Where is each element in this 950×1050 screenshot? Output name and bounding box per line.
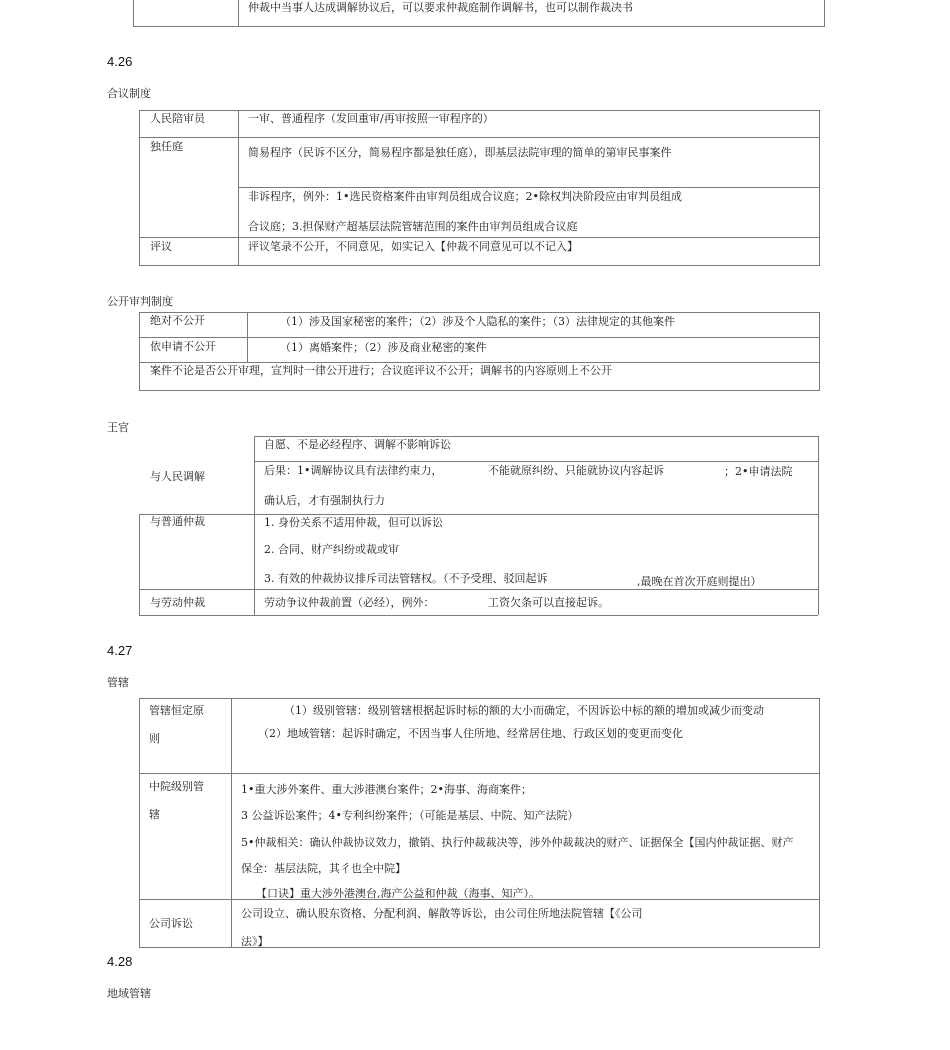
section-heading-4-27: 4.27 bbox=[107, 643, 133, 658]
wangguan-row-sep bbox=[139, 589, 818, 590]
wangguan-title: 王官 bbox=[107, 421, 129, 434]
wangguan-left-border bbox=[139, 514, 140, 615]
top-table-divider bbox=[238, 0, 239, 26]
collegial-row-sep bbox=[238, 187, 820, 188]
wangguan-right-border bbox=[818, 436, 819, 615]
public-trial-label-request: 依申请不公开 bbox=[150, 340, 216, 353]
jurisdiction-label-intermediate-a: 中院级别管 bbox=[149, 780, 204, 793]
wangguan-bottom-border bbox=[139, 615, 818, 616]
top-table-text: 仲裁中当事人达成调解协议后，可以要求仲裁庭制作调解书，也可以制作裁决书 bbox=[248, 1, 633, 14]
section-heading-4-26: 4.26 bbox=[107, 54, 133, 69]
collegial-label-juror: 人民陪审员 bbox=[150, 112, 205, 125]
jurisdiction-perpetuatio-line2: （2）地域管辖：起诉时确定，不因当事人住所地、经常居住地、行政区划的变更而变化 bbox=[258, 727, 683, 740]
jurisdiction-label-company: 公司诉讼 bbox=[149, 917, 193, 930]
public-trial-text-request: （1）离婚案件；（2）涉及商业秘密的案件 bbox=[280, 341, 487, 354]
public-trial-title: 公开审判制度 bbox=[107, 295, 173, 308]
jurisdiction-label-perpetuatio-b: 则 bbox=[149, 732, 160, 745]
wangguan-labor-line1b: 工资欠条可以直接起诉。 bbox=[488, 596, 609, 609]
collegial-text-nonlitigation-2: 合议庭；3.担保财产超基层法院管辖范围的案件由审判员组成合议庭 bbox=[248, 220, 578, 233]
collegial-title: 合议制度 bbox=[107, 87, 151, 100]
jurisdiction-intermediate-mnemonic: 【口诀】重大涉外港澳台,海产公益和仲裁（海事、知产）。 bbox=[256, 887, 540, 898]
collegial-label-sole: 独任庭 bbox=[150, 140, 183, 153]
public-trial-label-absolute: 绝对不公开 bbox=[150, 314, 205, 327]
jurisdiction-label-perpetuatio-a: 管辖恒定原 bbox=[149, 704, 204, 717]
public-trial-text-absolute: （1）涉及国家秘密的案件；（2）涉及个人隐私的案件；（3）法律规定的其他案件 bbox=[280, 315, 675, 328]
jurisdiction-title: 管辖 bbox=[107, 676, 129, 689]
wangguan-label-arbitration: 与普通仲裁 bbox=[150, 515, 205, 528]
jurisdiction-label-intermediate-b: 辖 bbox=[149, 808, 160, 821]
wangguan-label-mediation: 与人民调解 bbox=[150, 470, 205, 483]
wangguan-label-labor: 与劳动仲裁 bbox=[150, 596, 205, 609]
territorial-title: 地域管辖 bbox=[107, 987, 151, 1000]
jurisdiction-intermediate-line2: 3 公益诉讼案件；4•专利纠纷案件；（可能是基层、中院、知产法院） bbox=[241, 809, 579, 822]
collegial-row-sep bbox=[139, 137, 820, 138]
jurisdiction-row-sep bbox=[139, 773, 820, 774]
wangguan-mediation-line3: 确认后，才有强制执行力 bbox=[264, 494, 385, 507]
collegial-text-deliberation: 评议笔录不公开，不同意见，如实记入【仲裁不同意见可以不记入】 bbox=[248, 240, 578, 253]
collegial-label-deliberation: 评议 bbox=[150, 240, 172, 253]
jurisdiction-company-line1: 公司设立、确认股东资格、分配利润、解散等诉讼，由公司住所地法院管辖【《公司 bbox=[241, 907, 643, 920]
collegial-table-divider bbox=[238, 110, 239, 266]
collegial-text-juror: 一审、普通程序（发回重审/再审按照一审程序的） bbox=[248, 112, 494, 125]
jurisdiction-intermediate-line4: 保全：基层法院，其彳也全中院】 bbox=[241, 862, 406, 875]
wangguan-mediation-line2a: 后果：1•调解协议具有法律约束力， bbox=[264, 464, 443, 477]
section-heading-4-28: 4.28 bbox=[107, 954, 133, 969]
collegial-row-sep bbox=[139, 237, 820, 238]
wangguan-row-sep bbox=[254, 461, 818, 462]
public-trial-row-sep bbox=[139, 362, 820, 363]
wangguan-arbitration-line2: 2. 合同、财产纠纷或裁或审 bbox=[264, 543, 399, 556]
collegial-text-nonlitigation: 非诉程序，例外：1•选民资格案件由审判员组成合议庭；2•除权判决阶段应由审判员组成 bbox=[248, 190, 682, 203]
public-trial-row-sep bbox=[139, 337, 820, 338]
wangguan-mediation-line2b: 不能就原纠纷、只能就协议内容起诉 bbox=[488, 464, 664, 477]
jurisdiction-intermediate-line3: 5•仲裁相关：确认仲裁协议效力，撤销、执行仲裁裁决等，涉外仲裁裁决的财产、证据保全【国内仲裁证据、财产 bbox=[241, 836, 794, 849]
jurisdiction-intermediate-line1: 1•重大涉外案件、重大涉港澳台案件；2•海事、海商案件； bbox=[241, 783, 532, 796]
wangguan-mediation-line2c: ；2•申请法院 bbox=[724, 465, 793, 478]
jurisdiction-perpetuatio-line1: （1）级别管辖：级别管辖根据起诉时标的额的大小而确定，不因诉讼中标的额的增加或减少而变动 bbox=[284, 704, 764, 717]
jurisdiction-company-line2: 法》】 bbox=[241, 935, 269, 948]
wangguan-arbitration-line1: 1. 身份关系不适用仲裁，但可以诉讼 bbox=[264, 516, 443, 529]
wangguan-labor-line1a: 劳动争议仲裁前置（必经），例外： bbox=[264, 596, 435, 609]
wangguan-arbitration-line3b: ,最晚在首次开庭则提出） bbox=[637, 575, 762, 588]
jurisdiction-row-sep bbox=[139, 899, 820, 900]
wangguan-row-sep bbox=[139, 514, 818, 515]
collegial-text-sole: 简易程序（民诉不区分，简易程序都是独任庭），即基层法院审理的简单的第审民事案件 bbox=[248, 146, 672, 159]
jurisdiction-divider bbox=[231, 698, 232, 948]
wangguan-arbitration-line3a: 3. 有效的仲裁协议排斥司法管辖权。（不予受理、驳回起诉 bbox=[264, 572, 548, 585]
wangguan-top-border bbox=[254, 436, 818, 437]
wangguan-mediation-line1: 自愿、不是必经程序、调解不影响诉讼 bbox=[264, 438, 451, 451]
public-trial-note: 案件不论是否公开审理，宣判时一律公开进行；合议庭评议不公开；调解书的内容原则上不公开 bbox=[150, 364, 612, 377]
